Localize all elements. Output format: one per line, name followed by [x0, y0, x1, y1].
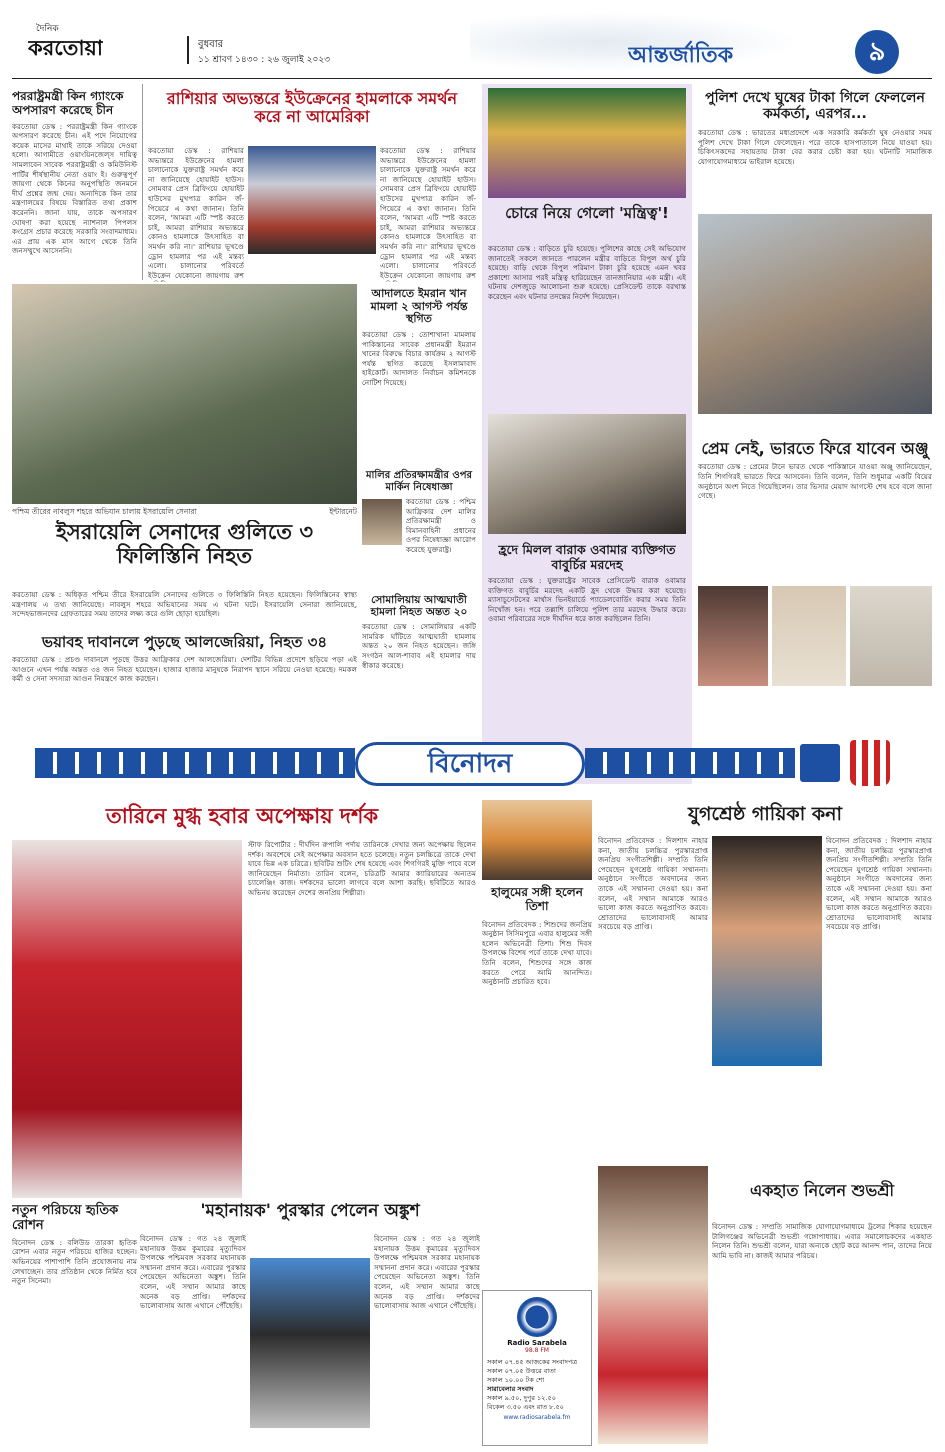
- ent-tisha-body: বিনোদন প্রতিবেদক : শিশুদের জনপ্রিয় অনুষ্ঠান সিসিমপুরে এবার হালুমের সঙ্গী হলেন অভিনেত্রী তিশা। শিশু দিবস উপলক্ষে বিশেষ পর্বে তাকে দেখা যাবে। তিনি বলেন, শিশুদের সঙ্গে কাজ করতে পেরে আমি আনন্দিত। অনুষ্ঠানটি প্রচারিত হবে।: [482, 919, 592, 987]
- radio-schedule-1: সকাল ০৭.০৫ উত্তরে বাতা: [487, 1367, 556, 1375]
- radio-schedule-5: বিকেল ৩.৫০ এবং রাত ৮.৫০: [487, 1403, 564, 1411]
- article-us-russia-body-left: করতোয়া ডেস্ক : রাশিয়ার অভ্যন্তরে ইউক্রেনের হামলা চালানোকে যুক্তরাষ্ট্র সমর্থন করে না জানিয়েছে হোয়াইট হাউস। সোমবার প্রেস ব্রিফিংয়ে হোয়াইট হাউসের মুখপাত্র কারিন জঁ-পিয়েরে এ কথা জানান। তিনি বলেন, 'আমরা এটি স্পষ্ট করতে চাই, আমরা রাশিয়ার অভ্যন্তরে কোনও হামলাকে উৎসাহিত বা সমর্থন করি না।' রাশিয়ার ভূখণ্ডে ড্রোন হামলার পর এই মন্তব্য এলো। চালানোর পরিবর্তে ইউক্রেন যেকোনো জায়গায় রুশ: [148, 146, 244, 280]
- lavender-column: [482, 84, 692, 784]
- photo-caption-credit: ইন্টারনেট: [329, 507, 357, 516]
- article-bribe: [698, 84, 932, 434]
- radio-name: Radio Sarabela: [507, 1339, 567, 1347]
- ent-tarin-title: তারিনে মুগ্ধ হবার অপেক্ষায় দর্শক: [105, 804, 379, 828]
- clapperboard-icon: [800, 744, 840, 782]
- ent-kona-title: যুগশ্রেষ্ঠ গায়িকা কনা: [688, 803, 842, 825]
- photo-passport: [850, 586, 932, 686]
- article-anju-title: প্রেম নেই, ভারতে ফিরে যাবেন অঞ্জু: [701, 439, 929, 458]
- photo-mali-minister: [362, 499, 402, 545]
- article-mali-body: করতোয়া ডেস্ক : পশ্চিম আফ্রিকার দেশ মালির প্রতিরক্ষামন্ত্রী ও বিমানবাহিনী প্রধানের ওপর নিষেধাজ্ঞা আরোপ করেছে যুক্তরাষ্ট্র।: [406, 497, 476, 554]
- ent-shubhashree-title: একহাত নিলেন শুভশ্রী: [750, 1181, 894, 1200]
- photo-ankush: [250, 1258, 370, 1428]
- article-china-body: করতোয়া ডেস্ক : পররাষ্ট্রমন্ত্রী কিন গ্যাংকে অপসারণ করেছে চীন। এই পদে নিয়োগের কয়েক মাসের মাথাই তাকে সরিয়ে দেওয়া হলো। আগামীতে ওয়াংয়িনজেল্স দায়িত্ব সামলাবেন সাবেক পররাষ্ট্রমন্ত্রী ও কমিউনিস্ট পার্টির শীর্ষস্থানীয় নেতা ওয়াং ই। গুরুত্বপূর্ণ জায়গা থেকে কিনের অনুপস্থিতি জনমনে দীর্ঘ প্রশ্নের জন্ম দেয়। অন্যদিকে কিন তার মন্ত্রণালয়ের বিষয়ে বিস্তারিত তথ্য প্রকাশ করেননি। জানা যায়, তাকে অপসারণ ঘোষণা করা হয়েছে ন্যাশনাল পিপলস কংগ্রেস প্রচার করেছে সরকারি সংবাদমাধ্যম। এর প্রায় এক মাস আগে থেকে তিনি জনসম্মুখে আসেননি।: [12, 121, 137, 256]
- article-somalia-body: করতোয়া ডেস্ক : সোমালিয়ার একটি সামরিক ঘাঁটিতে আত্মঘাতী হামলায় অন্তত ২০ জন নিহত হয়েছেন। জঙ্গি সংগঠন আল-শাবাব এই হামলার দায় স্বীকার করেছে।: [362, 622, 476, 670]
- masthead-logo: করতোয়া: [28, 36, 103, 60]
- ent-ankush-title: 'মহানায়ক' পুরস্কার পেলেন অঙ্কুশ: [200, 1201, 420, 1221]
- article-imran-title: আদালতে ইমরান খান মামলা ২ আগস্ট পর্যন্ত স্থগিত: [370, 287, 468, 326]
- popcorn-icon: [850, 740, 890, 786]
- article-theft-body: করতোয়া ডেস্ক : বাড়িতে চুরি হয়েছে। পুলিশের কাছে সেই অভিযোগ জানাতেই সকলে জানতে পারলেন মন্ত্রীর বাড়িতে বিপুল অর্থ চুরি হয়েছে। বাড়ি থেকে বিপুল পরিমাণ টাকা চুরি হয়েছে এমন খবর প্রকাশ্যে আসার পরই মন্ত্রিত্ব হারিয়েছেন তানজানিয়ার এক মন্ত্রী। এই ঘটনায় দেশজুড়ে আলোচনা শুরু হয়েছে। প্রেসিডেন্ট তাকে বরখাস্ত করেছেন এবং ঘটনার তদন্তের নির্দেশ দিয়েছেন।: [488, 244, 686, 301]
- col-divider: [142, 84, 143, 280]
- article-obama-body: করতোয়া ডেস্ক : যুক্তরাষ্ট্রের সাবেক প্রেসিডেন্ট বারাক ওবামার ব্যক্তিগত বাবুর্চির মরদেহ একটি হ্রদ থেকে উদ্ধার করা হয়েছে। ম্যাসাচুসেটসের মার্থাস ভিনইয়ার্ডে প্যাডেলবোর্ডিং করার সময় তিনি নিখোঁজ হন। পরে তল্লাশি চালিয়ে পুলিশ তার মরদেহ উদ্ধার করে। ওবামা পরিবারের সঙ্গে দীর্ঘদিন ধরে কাজ করছিলেন তিনি।: [488, 576, 686, 624]
- film-strip-right: [585, 748, 795, 778]
- ent-ankush-body-right: বিনোদন ডেস্ক : গত ২৪ জুলাই মহানায়ক উত্তম কুমারের মৃত্যুদিবস উপলক্ষে পশ্চিমবঙ্গ সরকার মহানায়ক সম্মাননা প্রদান করে। এবারের পুরস্কার পেয়েছেন অভিনেতা অঙ্কুশ। তিনি বলেন, এই সম্মান আমার কাছে অনেক বড় প্রাপ্তি। দর্শকদের ভালোবাসায় আজ এখানে পৌঁছেছি।: [374, 1234, 480, 1311]
- page-number-text: ৯: [868, 37, 886, 67]
- article-obama-title: হ্রদে মিলল বারাক ওবামার ব্যক্তিগত বাবুর্চির মরদেহ: [498, 542, 676, 572]
- masthead: [0, 0, 945, 85]
- ent-hrithik: [12, 1200, 137, 1440]
- article-somalia-title: সোমালিয়ায় আত্মঘাতী হামলা নিহত অন্তত ২০: [370, 594, 468, 619]
- masthead-paper-small: দৈনিক: [36, 24, 59, 34]
- photo-israeli-soldiers: [12, 284, 357, 504]
- masthead-divider: [187, 36, 189, 64]
- radio-freq: 98.8 FM: [525, 1347, 549, 1354]
- ent-kona-body-right: বিনোদন প্রতিবেদক : দিলশাদ নাহার কনা, জাতীয় চলচ্চিত্র পুরস্কারপ্রাপ্ত জনপ্রিয় সংগীতশিল্পী। সম্প্রতি তিনি পেয়েছেন যুগশ্রেষ্ঠ গায়িকা সম্মাননা। অনুষ্ঠানে সংগীতে অবদানের জন্য তাকে এই সম্মাননা দেওয়া হয়। কনা বলেন, এই সম্মান আমাকে আরও ভালো কাজ করতে অনুপ্রাণিত করবে। শ্রোতাদের ভালোবাসাই আমার সবচেয়ে বড় প্রাপ্তি।: [826, 836, 932, 932]
- ent-tisha-title: হালুমের সঙ্গী হলেন তিশা: [491, 885, 583, 913]
- masthead-rule: [12, 78, 932, 79]
- article-mali-title: মালির প্রতিরক্ষামন্ত্রীর ওপর মার্কিন নিষেধাজ্ঞা: [365, 470, 473, 493]
- photo-kona: [712, 836, 822, 1066]
- radio-schedule-3: সারাবেলার সংবাদ: [487, 1385, 534, 1393]
- ent-ankush-body-left: বিনোদন ডেস্ক : গত ২৪ জুলাই মহানায়ক উত্তম কুমারের মৃত্যুদিবস উপলক্ষে পশ্চিমবঙ্গ সরকার মহানায়ক সম্মাননা প্রদান করে। এবারের পুরস্কার পেয়েছেন অভিনেতা অঙ্কুশ। তিনি বলেন, এই সম্মান আমার কাছে অনেক বড় প্রাপ্তি। দর্শকদের ভালোবাসায় আজ এখানে পৌঁছেছি।: [140, 1234, 246, 1311]
- photo-white-house-spokesperson: [248, 146, 376, 254]
- article-bribe-body: করতোয়া ডেস্ক : ভারতের মধ্যপ্রদেশে এক সরকারি কর্মকর্তা ঘুষ নেওয়ার সময় পুলিশ দেখে টাকা গিলে ফেলেছেন। পরে তাকে হাসপাতালে নিয়ে যাওয়া হয়। চিকিৎসকদের সহায়তায় টাকা বের করার চেষ্টা করা হয়। ঘটনাটি সামাজিক যোগাযোগমাধ্যমে ভাইরাল হয়েছে।: [698, 128, 932, 166]
- photo-obama-chef: [488, 414, 686, 534]
- article-imran: [362, 284, 476, 464]
- photo-halum-tisha: [482, 800, 592, 880]
- photo-caption: [12, 505, 357, 519]
- photo-shubhashree: [598, 1166, 708, 1444]
- radio-schedule-2: সকাল ১০.০০ টক শো: [487, 1376, 545, 1384]
- film-strip-left: [35, 748, 355, 778]
- radio-ad: [482, 1290, 592, 1446]
- entertainment-banner: [0, 734, 945, 794]
- photo-bribe-official: [698, 214, 932, 414]
- article-algeria-body: করতোয়া ডেস্ক : প্রচণ্ড দাবানলে পুড়ছে উত্তর আফ্রিকার দেশ আলজেরিয়া। দেশটির বিভিন্ন প্রদেশে ছড়িয়ে পড়া এই আগুনে এখন পর্যন্ত অন্তত ৩৪ জন নিহত হয়েছেন। হাজার হাজার মানুষকে নিরাপদ স্থানে সরিয়ে নেওয়া হয়েছে। দমকল কর্মী ও সেনা সদস্যরা আগুন নিয়ন্ত্রণে কাজ করছেন।: [12, 655, 357, 684]
- ent-tarin-body: স্টাফ রিপোর্টার : দীর্ঘদিন রুপালি পর্দায় তারিনকে দেখার জন্য অপেক্ষায় ছিলেন দর্শক। অবশেষে সেই অপেক্ষার অবসান হতে চলেছে। নতুন চলচ্চিত্রে তাকে দেখা যাবে ভিন্ন এক চরিত্রে। ছবিটির শুটিং শেষ হয়েছে এবং শিগগিরই মুক্তি পাবে বলে জানিয়েছেন নির্মাতা। তারিন বলেন, চরিত্রটি আমার ক্যারিয়ারের অন্যতম চ্যালেঞ্জিং কাজ। দর্শকদের ভালো লাগবে বলে আশা করছি। ছবিটিতে আরও অভিনয় করেছেন দেশের জনপ্রিয় শিল্পীরা।: [248, 840, 476, 897]
- ent-hrithik-title: নতুন পরিচয়ে হৃতিক রোশন: [12, 1203, 119, 1233]
- article-imran-body: করতোয়া ডেস্ক : তোশাখানা মামলায় পাকিস্তানের সাবেক প্রধানমন্ত্রী ইমরান খানের বিরুদ্ধে বিচার কার্যক্রম ২ আগস্ট পর্যন্ত স্থগিত করেছে ইসলামাবাদ হাইকোর্ট। আদালত নির্বাচন কমিশনকে নোটিশ দিয়েছে।: [362, 329, 476, 387]
- article-israel-title: ইসরায়েলি সেনাদের গুলিতে ৩ ফিলিস্তিনি নিহত: [55, 520, 313, 569]
- article-mali: [362, 466, 476, 586]
- radio-logo-icon: [517, 1297, 557, 1337]
- article-theft-title: চোরে নিয়ে গেলো 'মন্ত্রিত্ব'!: [505, 204, 669, 222]
- photo-anju-1: [698, 586, 768, 686]
- photo-anju-2: [772, 586, 846, 686]
- article-anju-body: করতোয়া ডেস্ক : প্রেমের টানে ভারত থেকে পাকিস্তানে যাওয়া অঞ্জু জানিয়েছেন, তিনি শিগগিরই ভারতে ফিরে আসবেন। তিনি বলেন, তিনি শুধুমাত্র একটি বিয়ের অনুষ্ঠানে অংশ নিতে গিয়েছিলেন। তার ভিসার মেয়াদ আগস্টে শেষ হবে বলে জানা গেছে।: [698, 462, 932, 501]
- article-us-russia-body-right: করতোয়া ডেস্ক : রাশিয়ার অভ্যন্তরে ইউক্রেনের হামলা চালানোকে যুক্তরাষ্ট্র সমর্থন করে না জানিয়েছে হোয়াইট হাউস। সোমবার প্রেস ব্রিফিংয়ে হোয়াইট হাউসের মুখপাত্র কারিন জঁ-পিয়েরে এ কথা জানান। তিনি বলেন, 'আমরা এটি স্পষ্ট করতে চাই, আমরা রাশিয়ার অভ্যন্তরে কোনও হামলাকে উৎসাহিত বা সমর্থন করি না।' রাশিয়ার ভূখণ্ডে ড্রোন হামলার পর এই মন্তব্য এলো। চালানোর পরিবর্তে ইউক্রেন যেকোনো জায়গায় রুশ: [380, 146, 476, 280]
- article-israel: [12, 520, 357, 590]
- ent-tisha: [482, 800, 592, 1220]
- article-china: [12, 84, 137, 284]
- radio-schedule-0: সকাল ০৭.৪৫ আজকের সংবাদপত্র: [487, 1358, 578, 1366]
- entertainment-title: [355, 742, 585, 786]
- article-israel-body: করতোয়া ডেস্ক : অধিকৃত পশ্চিম তীরে ইসরায়েলি সেনাদের গুলিতে ৩ ফিলিস্তিনি নিহত হয়েছেন। ফিলিস্তিনের স্বাস্থ্য মন্ত্রণালয় এ তথ্য জানিয়েছে। নাবলুস শহরে অভিযানের সময় এ ঘটনা ঘটে। ইসরায়েলি সেনারা জানিয়েছে, সন্দেহভাজনদের গ্রেফতারের সময় তাদের লক্ষ্য করে গুলি ছোড়া হয়েছিল।: [12, 590, 357, 619]
- ent-hrithik-body: বিনোদন ডেস্ক : বলিউড তারকা হৃতিক রোশন এবার নতুন পরিচয়ে হাজির হচ্ছেন। অভিনয়ের পাশাপাশি তিনি প্রযোজনায় নাম লেখাচ্ছেন। তার প্রতিষ্ঠান থেকে নির্মিত হবে নতুন সিনেমা।: [12, 1237, 137, 1286]
- radio-schedule-4: সকাল ৯.৫০, দুপুর ১২.৫০: [487, 1394, 556, 1402]
- article-bribe-title: পুলিশ দেখে ঘুষের টাকা গিলে ফেললেন কর্মকর্তা, এরপর...: [705, 90, 925, 123]
- entertainment-title-text: বিনোদন: [427, 749, 513, 779]
- photo-tarin: [12, 840, 242, 1198]
- article-us-russia: [148, 84, 476, 284]
- page-number: [855, 30, 899, 74]
- photo-caption-text: পশ্চিম তীরের নাবলুস শহরে অভিযান চালায় ইসরায়েলি সেনারা: [12, 507, 197, 516]
- ent-ankush: [140, 1198, 480, 1443]
- ent-kona-body-left: বিনোদন প্রতিবেদক : দিলশাদ নাহার কনা, জাতীয় চলচ্চিত্র পুরস্কারপ্রাপ্ত জনপ্রিয় সংগীতশিল্পী। সম্প্রতি তিনি পেয়েছেন যুগশ্রেষ্ঠ গায়িকা সম্মাননা। অনুষ্ঠানে সংগীতে অবদানের জন্য তাকে এই সম্মাননা দেওয়া হয়। কনা বলেন, এই সম্মান আমাকে আরও ভালো কাজ করতে অনুপ্রাণিত করবে। শ্রোতাদের ভালোবাসাই আমার সবচেয়ে বড় প্রাপ্তি।: [598, 836, 708, 932]
- section-title: আন্তর্জাতিক: [628, 43, 734, 68]
- article-china-title: পররাষ্ট্রমন্ত্রী কিন গ্যাংকে অপসারণ করেছে চীন: [12, 89, 124, 117]
- article-us-russia-title: রাশিয়ার অভ্যন্তরে ইউক্রেনের হামলাকে সমর্থন করে না আমেরিকা: [166, 89, 458, 127]
- article-algeria-title: ভয়াবহ দাবানলে পুড়ছে আলজেরিয়া, নিহত ৩৪: [41, 633, 328, 651]
- masthead-date: ১১ শ্রাবণ ১৪৩০ : ২৬ জুলাই ২০২৩: [198, 55, 331, 65]
- ent-shubhashree-body: বিনোদন ডেস্ক : সম্প্রতি সামাজিক যোগাযোগমাধ্যমে ট্রলের শিকার হয়েছেন টালিগঞ্জের অভিনেত্রী শুভশ্রী গঙ্গোপাধ্যায়। এবার সমালোচকদের একহাত নিলেন তিনি। শুভশ্রী বলেন, যারা অন্যকে ছোট করে আনন্দ পান, তাদের নিয়ে আমি ভাবি না। কাজই আমার পরিচয়।: [712, 1222, 932, 1260]
- masthead-day: বুধবার: [198, 39, 224, 50]
- photo-tanzania-minister: [488, 88, 686, 198]
- radio-site: www.radiosarabela.fm: [503, 1414, 571, 1421]
